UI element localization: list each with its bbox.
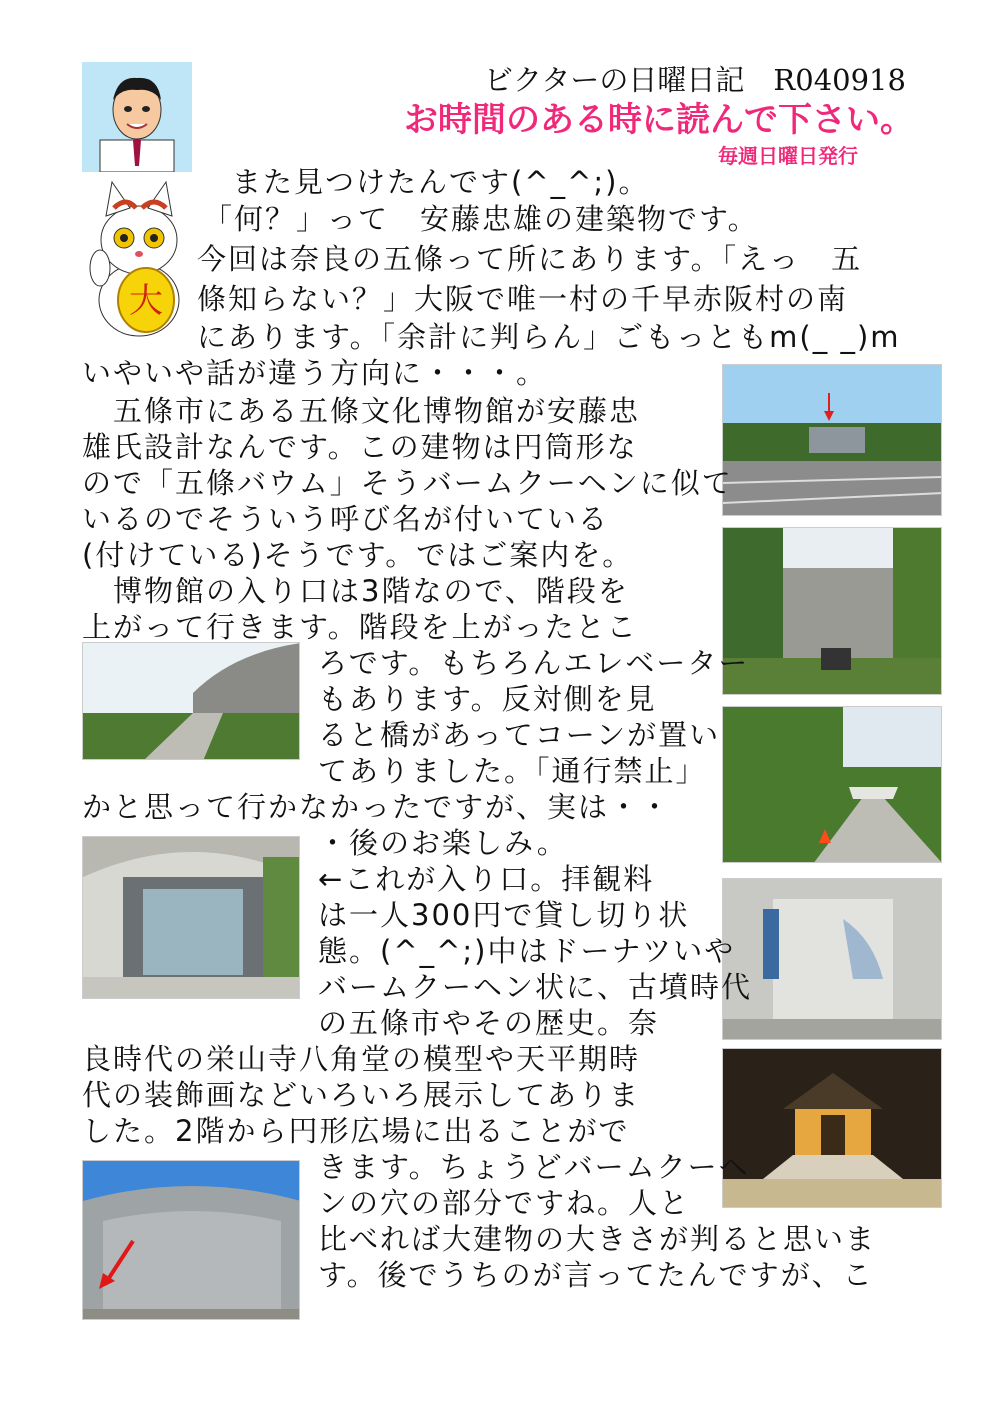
photo-octagonal-hall-model <box>722 1048 942 1208</box>
body-line-09: ので「五條バウム」そうバームクーヘンに似て <box>82 466 733 500</box>
body-line-20: ←これが入り口。拝観料 <box>318 862 655 896</box>
body-line-02: 「何？」って 安藤忠雄の建築物です。 <box>203 202 759 236</box>
photo-museum-exterior-distant <box>722 364 942 516</box>
body-line-22: 態。(^_^;)中はドーナツいや <box>318 934 736 968</box>
avatar <box>82 62 192 172</box>
svg-text:大: 大 <box>129 281 163 321</box>
diary-subtitle: お時間のある時に読んで下さい。 <box>404 100 914 140</box>
body-line-29: ンの穴の部分ですね。人と <box>318 1186 691 1220</box>
body-line-25: 良時代の栄山寺八角堂の模型や天平期時 <box>82 1042 641 1076</box>
body-line-18: かと思って行かなかったですが、実は・・ <box>82 790 672 824</box>
publication-schedule: 毎週日曜日発行 <box>718 144 858 168</box>
body-line-31: す。後でうちのが言ってたんですが、こ <box>318 1258 874 1292</box>
photo-bridge-with-cone <box>722 706 942 863</box>
body-line-10: いるのでそういう呼び名が付いている <box>82 502 610 536</box>
body-line-30: 比べれば大建物の大きさが判ると思いま <box>318 1222 877 1256</box>
body-line-19: ・後のお楽しみ。 <box>318 826 568 860</box>
body-line-06: いやいや話が違う方向に・・・。 <box>82 356 548 390</box>
body-line-28: きます。ちょうどバームクーヘ <box>318 1150 750 1184</box>
body-line-04: 條知らない？」大阪で唯一村の千早赤阪村の南 <box>197 282 849 316</box>
body-line-13: 上がって行きます。階段を上がったとこ <box>82 610 638 644</box>
body-line-26: 代の装飾画などいろいろ展示してありま <box>82 1078 641 1112</box>
body-line-24: の五條市やその歴史。奈 <box>318 1006 660 1040</box>
body-line-23: バームクーヘン状に、古墳時代 <box>318 970 753 1004</box>
body-line-11: (付けている)そうです。ではご案内を。 <box>82 538 634 572</box>
body-line-21: は一人300円で貸し切り状 <box>318 898 690 932</box>
body-line-15: もあります。反対側を見 <box>318 682 657 716</box>
diary-title: ビクターの日曜日記 R040918 <box>484 63 906 97</box>
body-line-08: 雄氏設計なんです。この建物は円筒形な <box>82 430 638 464</box>
photo-exterior-curved-wall <box>82 642 300 760</box>
body-line-16: ると橋があってコーンが置い <box>318 718 721 752</box>
body-line-27: した。2階から円形広場に出ることがで <box>82 1114 630 1148</box>
body-line-07: 五條市にある五條文化博物館が安藤忠 <box>82 394 641 428</box>
body-line-03: 今回は奈良の五條って所にあります。「えっ 五 <box>197 242 863 276</box>
photo-interior-corridor <box>722 878 942 1040</box>
body-line-14: ろです。もちろんエレベーター <box>318 646 750 680</box>
photo-stair-wall <box>722 527 942 695</box>
body-line-01: また見つけたんです(^_^;)。 <box>232 165 650 199</box>
photo-circular-plaza <box>82 1160 300 1320</box>
body-line-12: 博物館の入り口は3階なので、階段を <box>82 574 629 608</box>
photo-entrance-hall <box>82 836 300 999</box>
body-line-17: てありました。「通行禁止」 <box>318 754 707 788</box>
maneki-neko-cat <box>86 178 192 338</box>
body-line-05: にあります。「余計に判らん」ごもっともm(_ _)m <box>197 320 901 354</box>
